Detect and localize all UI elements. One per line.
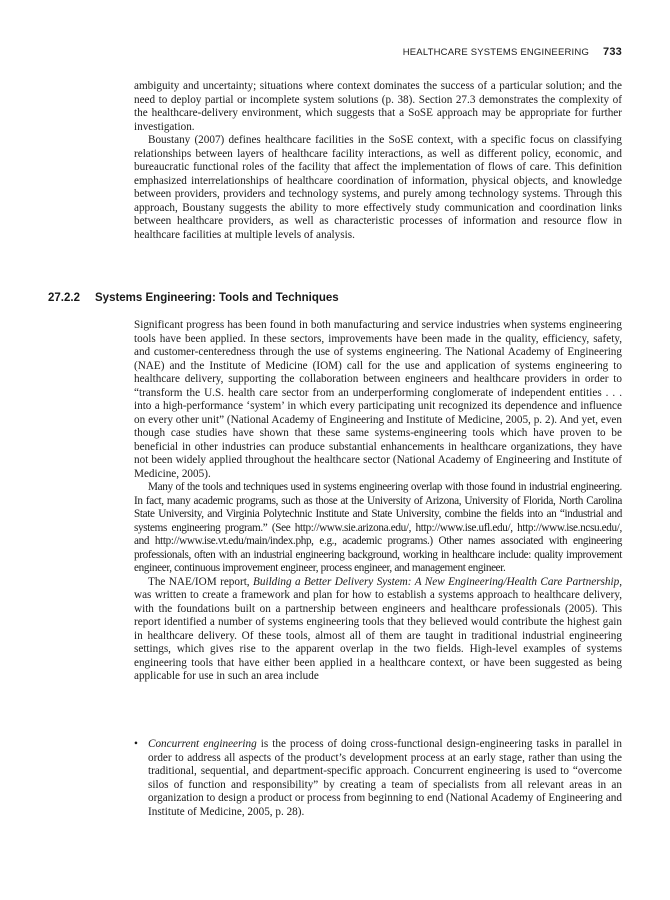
running-title: HEALTHCARE SYSTEMS ENGINEERING (402, 47, 590, 58)
report-title: Building a Better Delivery System: A New Engineering/Health Care Partnership (253, 575, 620, 588)
bullet-term: Concurrent engineering (148, 738, 257, 750)
section-title: Systems Engineering: Tools and Techniques (95, 292, 339, 304)
bullet-text: is the process of doing cross-functional design-engineering tasks in parallel in order to address all aspects of the product’s development process at an early stage, rather than using the traditional, sequential, and department-specific approach. Concurrent engineering is used to “overcome silos of function and responsibility” by creating a team of specialists from all relevant areas in an organization to design a product or process from beginning to end (National Academy of Engineering and Institute of Medicine, 2005, p. 28). (148, 738, 622, 818)
tools-list (134, 738, 622, 819)
bullet-marker: • (134, 738, 138, 750)
running-head (403, 46, 622, 58)
section-number: 27.2.2 (48, 292, 80, 304)
intro-paragraph-2: Boustany (2007) defines healthcare facilities in the SoSE context, with a specific focus on classifying relationships between layers of healthcare facility interactions, as well as different policy, economic, and bureaucratic functional roles of the facility that affect the implementation of flows of care. This definition emphasized interrelationships of healthcare coordination of information, physical objects, and knowledge between providers, providers and technology systems, and purely among technology systems. Through this approach, Boustany suggests the ability to more effectively study communication and coordination links between healthcare providers, as well as characteristic processes of information and resource flow in healthcare facilities at multiple levels of analysis. (134, 134, 622, 241)
list-item (134, 738, 622, 819)
intro-text (134, 80, 622, 242)
section-text (134, 319, 622, 684)
section-paragraph-1: Significant progress has been found in both manufacturing and service industries when systems engineering tools have been applied. In these sectors, improvements have been made in the quality, efficiency, safety, and customer-centeredness through the use of systems engineering. The National Academy of Engineering (NAE) and the Institute of Medicine (IOM) call for the use and application of systems engineering to healthcare delivery, supporting the collaboration between engineers and healthcare providers in order to “transform the U.S. health care sector from an underperforming conglomerate of independent entities . . . into a high-performance ‘system’ in which every participating unit recognized its dependence and influence on every other unit” (National Academy of Engineering and Institute of Medicine, 2005, p. 2). And yet, even though case studies have shown that these same systems-engineering tools which have proven to be beneficial in other industries can produce substantial enhancements in healthcare organizations, they have not been widely applied throughout the healthcare sector (National Academy of Engineering and Institute of Medicine, 2005). (134, 319, 622, 480)
page-number: 733 (603, 46, 622, 58)
section-paragraph-2: Many of the tools and techniques used in systems engineering overlap with those found in industrial engineering. In fact, many academic programs, such as those at the University of Arizona, University of Florida, North Carolina State University, and Virginia Polytechnic Institute and State University, combine the fields into an “industrial and systems engineering program.” (See http://www.sie.arizona.edu/, http://www.ise.ufl.edu/, http://www.ise.ncsu.edu/, and http://www.ise.vt.edu/main/index.php, e.g., academic programs.) Other names associated with engineering professionals, often with an industrial engineering background, working in healthcare include: quality improvement engineer, continuous improvement engineer, process engineer, and management engineer. (134, 481, 622, 574)
intro-paragraph-1: ambiguity and uncertainty; situations where context dominates the success of a particular solution; and the need to deploy partial or incomplete system solutions (p. 38). Section 27.3 demonstrates the complexity of the healthcare-delivery environment, which suggests that a SoSE approach may be appropriate for further investigation. (134, 80, 622, 133)
report-description: , was written to create a framework and plan for how to establish a systems approach to healthcare delivery, with the foundations built on a partnership between engineers and healthcare professionals (2005). This report identified a number of systems engineering tools that they believed would contribute the highest gain in healthcare delivery. Of these tools, almost all of them are taught in traditional industrial engineering settings, which gives rise to the apparent overlap in the two fields. High-level examples of systems engineering tools that have either been applied in a healthcare context, or have been suggested as being applicable for use in such an area include (134, 575, 622, 682)
report-intro-text: The NAE/IOM report, (148, 575, 254, 588)
section-paragraph-3 (134, 576, 622, 684)
section-heading (48, 292, 628, 304)
